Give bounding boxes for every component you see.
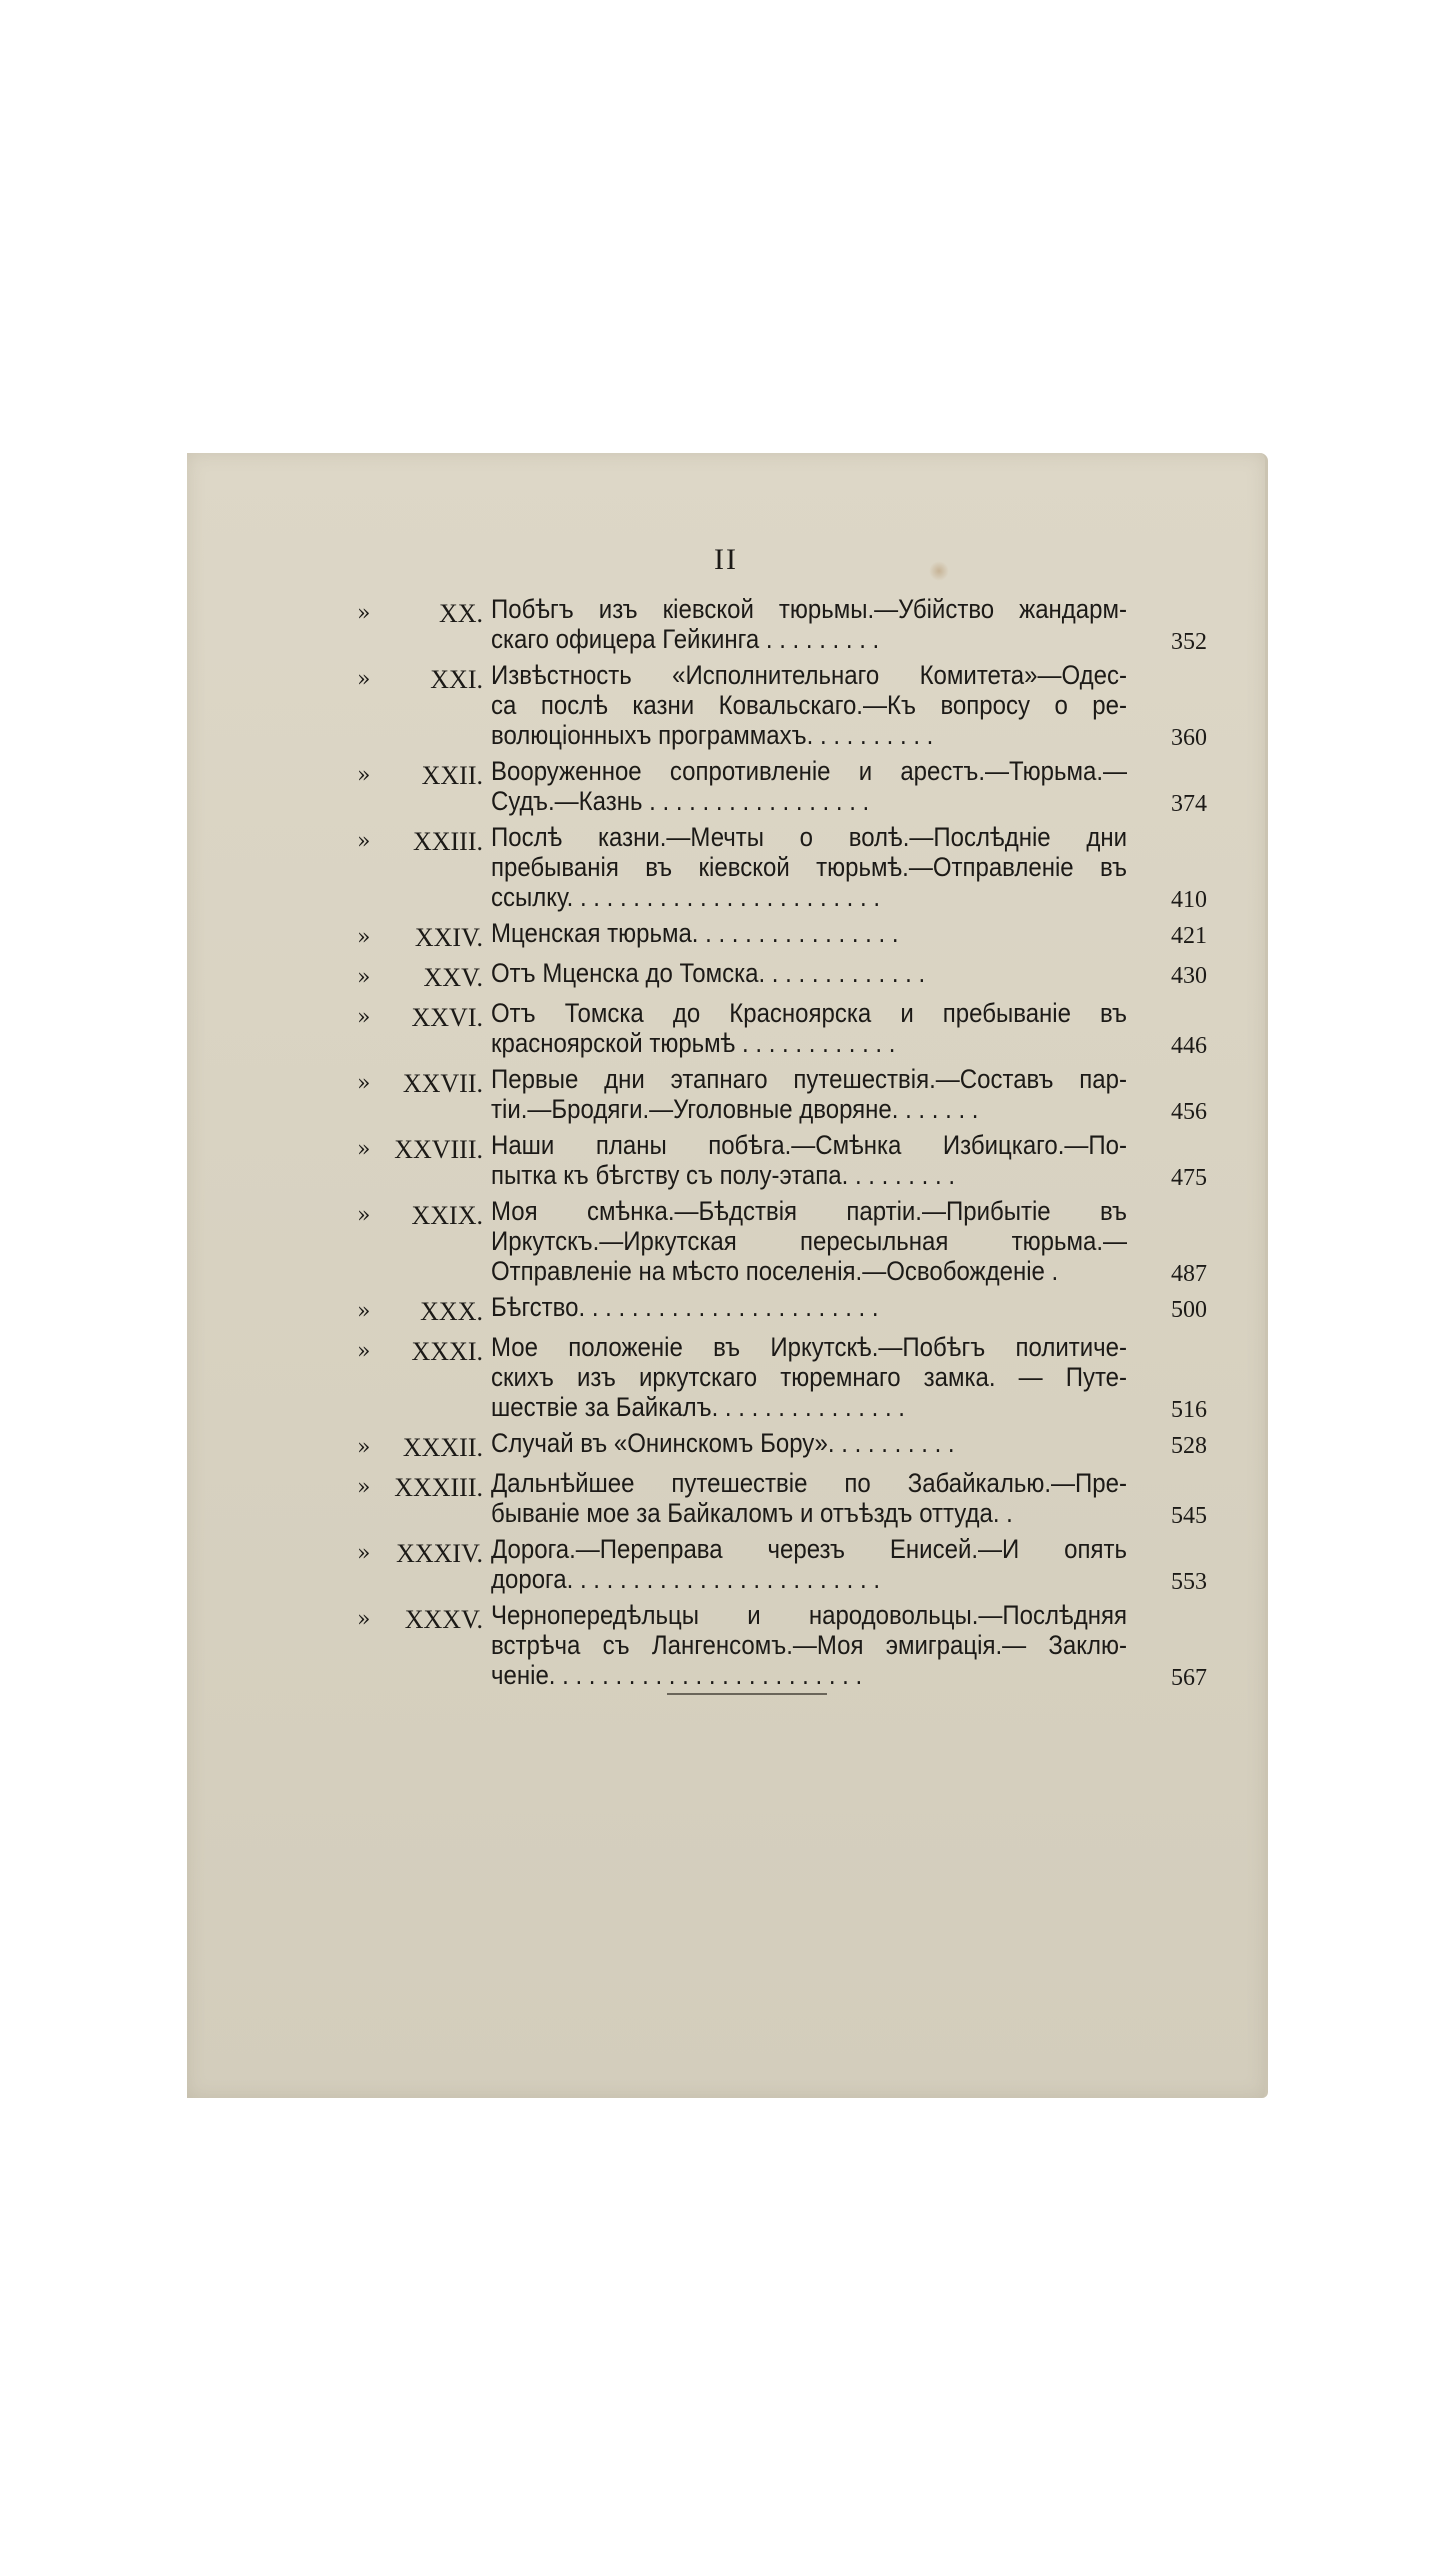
page-reference: 528 bbox=[1171, 1433, 1207, 1459]
chapter-title bbox=[491, 822, 1127, 915]
chapter-title-line: Чернопередѣльцы и народовольцы.—Послѣдняя bbox=[491, 1600, 1127, 1631]
chapter-title-line: красноярской тюрьмѣ . . . . . . . . . . . . bbox=[491, 1028, 896, 1059]
chapter-numeral: XXV. bbox=[423, 963, 483, 992]
chapter-numeral: XXI. bbox=[430, 665, 483, 694]
chapter-title bbox=[491, 1332, 1127, 1425]
entry-marker: » bbox=[357, 667, 371, 692]
page-reference: 446 bbox=[1171, 1033, 1207, 1059]
entry-marker: » bbox=[357, 1005, 371, 1030]
chapter-title-line: шествіе за Байкалъ. . . . . . . . . . . . . . . bbox=[491, 1392, 905, 1423]
chapter-numeral: XXVII. bbox=[402, 1069, 483, 1098]
chapter-title-line: Дальнѣйшее путешествіе по Забайкалью.—Пре- bbox=[491, 1468, 1127, 1499]
chapter-numeral: XXXIII. bbox=[394, 1473, 483, 1502]
chapter-title-line: Мценская тюрьма. . . . . . . . . . . . . . . . bbox=[491, 918, 899, 949]
chapter-title-line: Побѣгъ изъ кіевской тюрьмы.—Убійство жандарм- bbox=[491, 594, 1127, 625]
entry-marker: » bbox=[357, 1203, 371, 1228]
chapter-title-line: волюціонныхъ программахъ. . . . . . . . . . bbox=[491, 720, 934, 751]
entry-marker: » bbox=[357, 1071, 371, 1096]
chapter-title-line: Судъ.—Казнь . . . . . . . . . . . . . . . . . bbox=[491, 786, 870, 817]
chapter-title-line: пытка къ бѣгству съ полу-этапа. . . . . . . . . bbox=[491, 1160, 955, 1191]
page-reference: 421 bbox=[1171, 923, 1207, 949]
chapter-numeral: XXXII. bbox=[402, 1433, 483, 1462]
chapter-title-line: Извѣстность «Исполнительнаго Комитета»—Одес- bbox=[491, 660, 1127, 691]
chapter-title bbox=[491, 1064, 1127, 1127]
chapter-title-line: встрѣча съ Лангенсомъ.—Моя эмиграція.— Заклю- bbox=[491, 1630, 1127, 1661]
chapter-title-line: Мое положеніе въ Иркутскѣ.—Побѣгъ политиче- bbox=[491, 1332, 1127, 1363]
table-of-contents bbox=[357, 594, 1207, 1693]
chapter-title-line: дорога. . . . . . . . . . . . . . . . . . . . . . . . bbox=[491, 1564, 881, 1595]
chapter-title-line: скаго офицера Гейкинга . . . . . . . . . bbox=[491, 624, 880, 655]
chapter-numeral: XXXI. bbox=[411, 1337, 483, 1366]
chapter-title-line: Отправленіе на мѣсто поселенія.—Освобожденіе . bbox=[491, 1256, 1059, 1287]
page-reference: 516 bbox=[1171, 1397, 1207, 1423]
chapter-title-line: ссылку. . . . . . . . . . . . . . . . . . . . . . . . bbox=[491, 882, 881, 913]
chapter-title bbox=[491, 998, 1127, 1061]
page-reference: 487 bbox=[1171, 1261, 1207, 1287]
toc-entry bbox=[357, 998, 1207, 1061]
chapter-title-line: Отъ Томска до Красноярска и пребываніе въ bbox=[491, 998, 1127, 1029]
entry-marker: » bbox=[357, 601, 371, 626]
toc-entry bbox=[357, 594, 1207, 657]
chapter-title-line: бываніе мое за Байкаломъ и отъѣздъ оттуда. . bbox=[491, 1498, 1013, 1529]
page-reference: 374 bbox=[1171, 791, 1207, 817]
chapter-numeral: XX. bbox=[438, 599, 483, 628]
page-reference: 352 bbox=[1171, 629, 1207, 655]
toc-entry bbox=[357, 1600, 1207, 1693]
chapter-numeral: XXIV. bbox=[414, 923, 483, 952]
chapter-title-line: пребыванія въ кіевской тюрьмѣ.—Отправленіе въ bbox=[491, 852, 1127, 883]
chapter-numeral: XXXV. bbox=[404, 1605, 483, 1634]
page-number: II bbox=[714, 543, 738, 576]
chapter-numeral: XXIX. bbox=[411, 1201, 483, 1230]
toc-entry bbox=[357, 756, 1207, 819]
chapter-title-line: тіи.—Бродяги.—Уголовные дворяне. . . . . . . bbox=[491, 1094, 979, 1125]
closing-rule bbox=[667, 1693, 827, 1695]
chapter-title bbox=[491, 1196, 1127, 1289]
chapter-title-line: Послѣ казни.—Мечты о волѣ.—Послѣдніе дни bbox=[491, 822, 1127, 853]
chapter-title bbox=[491, 1534, 1127, 1597]
entry-marker: » bbox=[357, 763, 371, 788]
chapter-title-line: Случай въ «Онинскомъ Бору». . . . . . . . . . bbox=[491, 1428, 955, 1459]
chapter-title-line: ченіе. . . . . . . . . . . . . . . . . . . . . . . . bbox=[491, 1660, 863, 1691]
toc-entry bbox=[357, 822, 1207, 915]
chapter-title-line: Первые дни этапнаго путешествія.—Составъ пар- bbox=[491, 1064, 1127, 1095]
page-reference: 360 bbox=[1171, 725, 1207, 751]
toc-entry bbox=[357, 958, 1207, 995]
chapter-title bbox=[491, 1468, 1127, 1531]
page-reference: 430 bbox=[1171, 963, 1207, 989]
chapter-title bbox=[491, 660, 1127, 753]
toc-entry bbox=[357, 1292, 1207, 1329]
entry-marker: » bbox=[357, 829, 371, 854]
entry-marker: » bbox=[357, 1435, 371, 1460]
chapter-numeral: XXVI. bbox=[411, 1003, 483, 1032]
chapter-title-line: Отъ Мценска до Томска. . . . . . . . . . . . . bbox=[491, 958, 926, 989]
chapter-title bbox=[491, 756, 1127, 819]
toc-entry bbox=[357, 1196, 1207, 1289]
chapter-title-line: Бѣгство. . . . . . . . . . . . . . . . . . . . . . . bbox=[491, 1292, 879, 1323]
page-reference: 567 bbox=[1171, 1665, 1207, 1691]
chapter-title bbox=[491, 1600, 1127, 1693]
toc-entry bbox=[357, 1332, 1207, 1425]
chapter-numeral: XXIII. bbox=[412, 827, 483, 856]
toc-entry bbox=[357, 1468, 1207, 1531]
chapter-numeral: XXVIII. bbox=[394, 1135, 483, 1164]
chapter-title-line: Моя смѣнка.—Бѣдствія партіи.—Прибытіе въ bbox=[491, 1196, 1127, 1227]
toc-entry bbox=[357, 660, 1207, 753]
chapter-title bbox=[491, 1292, 1127, 1325]
chapter-title-line: Дорога.—Переправа черезъ Енисей.—И опять bbox=[491, 1534, 1127, 1565]
toc-entry bbox=[357, 1428, 1207, 1465]
chapter-numeral: XXX. bbox=[420, 1297, 483, 1326]
entry-marker: » bbox=[357, 965, 371, 990]
page-reference: 410 bbox=[1171, 887, 1207, 913]
toc-entry bbox=[357, 1534, 1207, 1597]
chapter-numeral: XXII. bbox=[421, 761, 483, 790]
book-page bbox=[187, 453, 1268, 2098]
chapter-title bbox=[491, 958, 1127, 991]
chapter-title bbox=[491, 918, 1127, 951]
entry-marker: » bbox=[357, 925, 371, 950]
chapter-title bbox=[491, 1130, 1127, 1193]
page-reference: 545 bbox=[1171, 1503, 1207, 1529]
toc-entry bbox=[357, 1130, 1207, 1193]
chapter-title-line: Вооруженное сопротивленіе и арестъ.—Тюрьма.— bbox=[491, 756, 1127, 787]
page-reference: 456 bbox=[1171, 1099, 1207, 1125]
entry-marker: » bbox=[357, 1607, 371, 1632]
chapter-title-line: скихъ изъ иркутскаго тюремнаго замка. — Путе- bbox=[491, 1362, 1127, 1393]
chapter-title-line: Иркутскъ.—Иркутская пересыльная тюрьма.— bbox=[491, 1226, 1127, 1257]
entry-marker: » bbox=[357, 1339, 371, 1364]
entry-marker: » bbox=[357, 1137, 371, 1162]
entry-marker: » bbox=[357, 1475, 371, 1500]
chapter-numeral: XXXIV. bbox=[396, 1539, 483, 1568]
page-reference: 500 bbox=[1171, 1297, 1207, 1323]
chapter-title-line: са послѣ казни Ковальскаго.—Къ вопросу о ре- bbox=[491, 690, 1127, 721]
toc-entry bbox=[357, 1064, 1207, 1127]
chapter-title-line: Наши планы побѣга.—Смѣнка Избицкаго.—По- bbox=[491, 1130, 1127, 1161]
entry-marker: » bbox=[357, 1541, 371, 1566]
entry-marker: » bbox=[357, 1299, 371, 1324]
chapter-title bbox=[491, 1428, 1127, 1461]
chapter-title bbox=[491, 594, 1127, 657]
toc-entry bbox=[357, 918, 1207, 955]
page-reference: 475 bbox=[1171, 1165, 1207, 1191]
page-reference: 553 bbox=[1171, 1569, 1207, 1595]
